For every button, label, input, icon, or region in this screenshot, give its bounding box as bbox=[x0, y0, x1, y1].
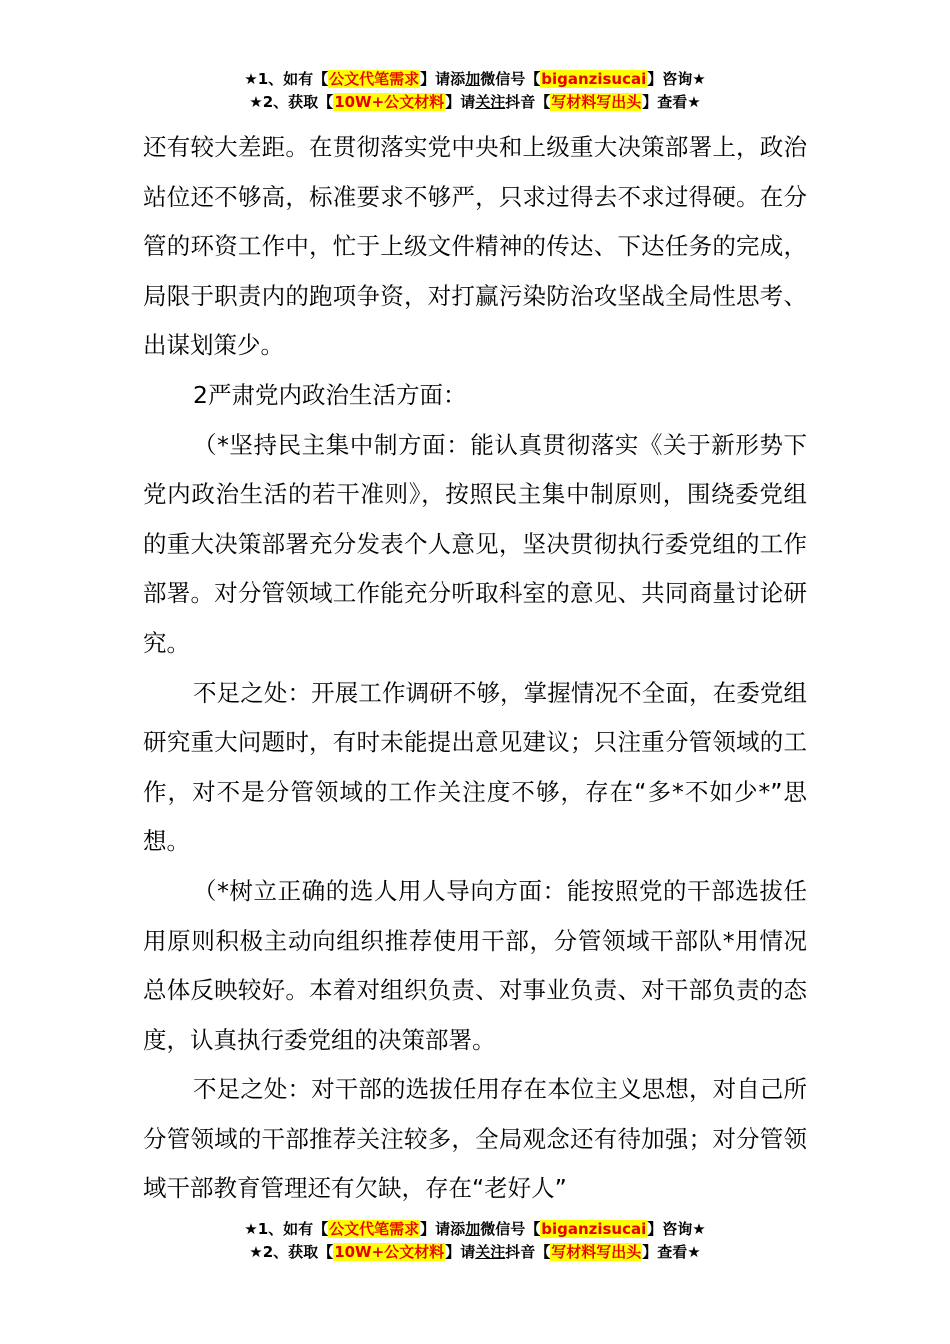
banner-emphasis: 加 bbox=[465, 1220, 481, 1238]
banner-highlight: 公文代笔需求 bbox=[329, 1220, 420, 1238]
banner-text: 抖音【 bbox=[505, 93, 551, 111]
banner-text: 】请 bbox=[445, 93, 476, 111]
banner-text: 】请添 bbox=[420, 70, 466, 88]
banner-highlight: 10W+公文材料 bbox=[334, 1243, 445, 1261]
banner-text: 】查看★ bbox=[642, 1243, 701, 1261]
banner-text: ★2、获取【 bbox=[249, 93, 334, 111]
banner-text: ★2、获取【 bbox=[249, 1243, 334, 1261]
banner-text: 抖音【 bbox=[505, 1243, 551, 1261]
banner-highlight: 公文代笔需求 bbox=[329, 70, 420, 88]
section-heading: 2严肃党内政治生活方面： bbox=[193, 380, 467, 409]
paragraph-shortcomings-1: 不足之处：开展工作调研不够，掌握情况不全面，在委党组研究重大问题时，有时未能提出意见建议；只注重分管领域的工作，对不是分管领域的工作关注度不够，存在“多*不如少*”思想。 bbox=[143, 678, 807, 856]
banner-text: 】查看★ bbox=[642, 93, 701, 111]
banner-line-1 bbox=[0, 68, 950, 91]
banner-text: 】咨询★ bbox=[647, 70, 706, 88]
footer-banner bbox=[0, 1218, 950, 1264]
banner-emphasis: 关注 bbox=[475, 1243, 506, 1261]
banner-text: 微信号【 bbox=[480, 70, 541, 88]
banner-line-2 bbox=[0, 91, 950, 114]
banner-highlight: 写材料写出头 bbox=[551, 1243, 642, 1261]
banner-text: 】请添 bbox=[420, 1220, 466, 1238]
banner-emphasis: 关注 bbox=[475, 93, 506, 111]
header-banner bbox=[0, 68, 950, 114]
banner-text: ★1、如有【 bbox=[244, 1220, 329, 1238]
paragraph-democratic-centralism: （*坚持民主集中制方面：能认真贯彻落实《关于新形势下党内政治生活的若干准则》，按照民主集中制原则，围绕委党组的重大决策部署充分发表个人意见，坚决贯彻执行委党组的工作部署。对分管领域工作能充分听取科室的意见、共同商量讨论研究。 bbox=[143, 430, 807, 657]
banner-text: 】咨询★ bbox=[647, 1220, 706, 1238]
banner-highlight: biganzisucai bbox=[541, 70, 647, 88]
paragraph-continuation: 还有较大差距。在贯彻落实党中央和上级重大决策部署上，政治站位还不够高，标准要求不够严，只求过得去不求过得硬。在分管的环资工作中，忙于上级文件精神的传达、下达任务的完成，局限于职责内的跑项争资，对打赢污染防治攻坚战全局性思考、出谋划策少。 bbox=[143, 133, 807, 360]
banner-line-1 bbox=[0, 1218, 950, 1241]
banner-text: 】请 bbox=[445, 1243, 476, 1261]
document-body bbox=[143, 123, 807, 1214]
banner-highlight: 写材料写出头 bbox=[551, 93, 642, 111]
banner-highlight: biganzisucai bbox=[541, 1220, 647, 1238]
banner-highlight: 10W+公文材料 bbox=[334, 93, 445, 111]
paragraph-shortcomings-2: 不足之处：对干部的选拔任用存在本位主义思想，对自己所分管领域的干部推荐关注较多，全局观念还有待加强；对分管领域干部教育管理还有欠缺，存在“老好人” bbox=[143, 1075, 807, 1203]
banner-emphasis: 加 bbox=[465, 70, 481, 88]
paragraph-cadre-selection: （*树立正确的选人用人导向方面：能按照党的干部选拔任用原则积极主动向组织推荐使用干部，分管领域干部队*用情况总体反映较好。本着对组织负责、对事业负责、对干部负责的态度，认真执行委党组的决策部署。 bbox=[143, 876, 807, 1054]
banner-line-2 bbox=[0, 1241, 950, 1264]
banner-text: ★1、如有【 bbox=[244, 70, 329, 88]
banner-text: 微信号【 bbox=[480, 1220, 541, 1238]
